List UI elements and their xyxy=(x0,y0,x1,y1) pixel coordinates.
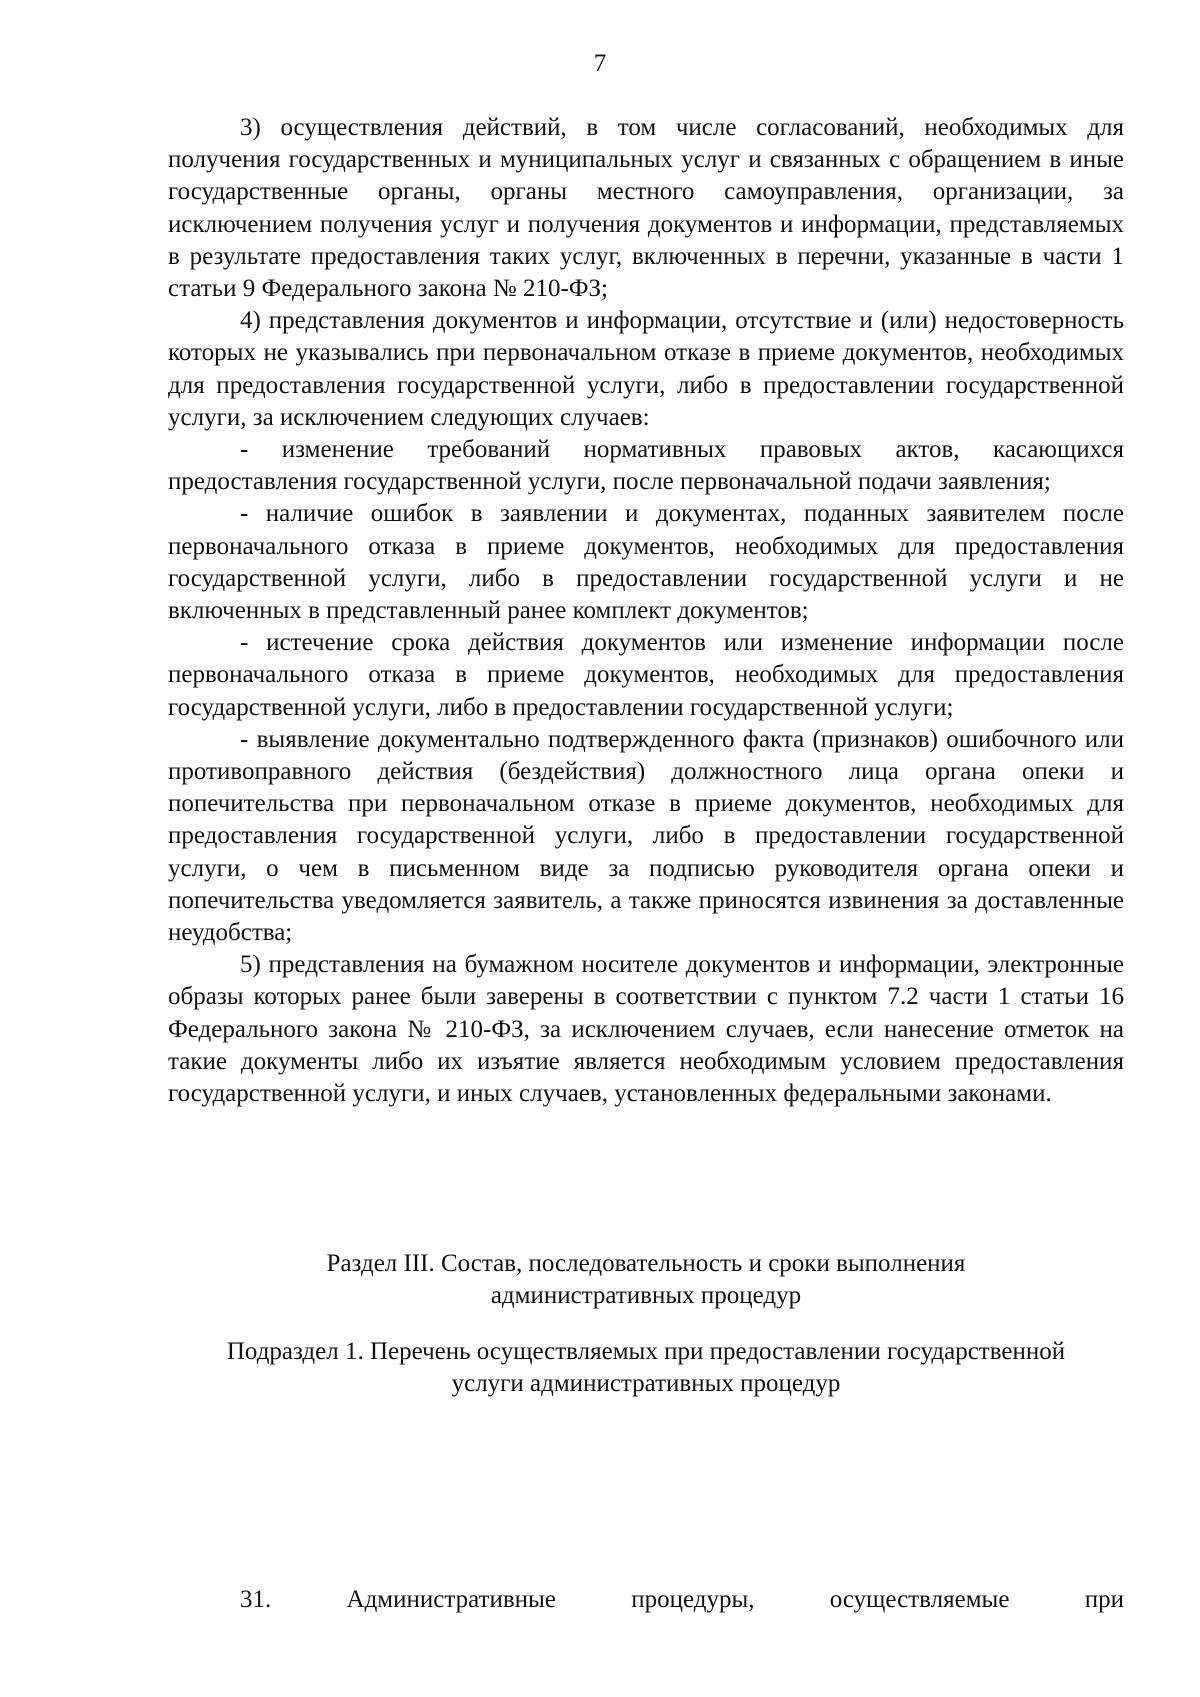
paragraph-bullet-requirements-change: - изменение требований нормативных правовых актов, касающихся предоставления государственной услуги, после первоначальной подачи заявления; xyxy=(168,436,1124,496)
paragraph-item-4: 4) представления документов и информации, отсутствие и (или) недостоверность которых не указывались при первоначальном отказе в приеме документов, необходимых для предоставления государственной услуги, либо в предоставлении государственной услуги, за исключением следующих случаев: xyxy=(168,307,1124,431)
section-heading xyxy=(168,1248,1124,1312)
paragraph-bullet-expiration: - истечение срока действия документов или изменение информации после первоначального отказа в приеме документов, необходимых для предоставления государственной услуги, либо в предоставлении государственной услуги; xyxy=(168,629,1124,721)
section-heading-line-1: Раздел III. Состав, последовательность и сроки выполнения xyxy=(326,1250,966,1277)
paragraph-31-start xyxy=(168,1584,1124,1616)
paragraph-item-5: 5) представления на бумажном носителе документов и информации, электронные образы которых ранее были заверены в соответствии с пунктом 7.2 части 1 статьи 16 Федерального закона № 210-ФЗ, за исключением случаев, если нанесение отметок на такие документы либо их изъятие является необходимым условием предоставления государственной услуги, и иных случаев, установленных федеральными законами. xyxy=(168,951,1124,1108)
subsection-heading xyxy=(168,1336,1124,1400)
subsection-heading-line-1: Подраздел 1. Перечень осуществляемых при предоставлении государственной xyxy=(226,1338,1066,1365)
body-text xyxy=(168,112,1124,1110)
paragraph-word: осуществляемые xyxy=(829,1586,1010,1613)
paragraph-item-3: 3) осуществления действий, в том числе согласований, необходимых для получения государственных и муниципальных услуг и связанных с обращением в иные государственные органы, органы местного самоуправления, организации, за исключением получения услуг и получения документов и информации, представляемых в результате предоставления таких услуг, включенных в перечни, указанные в части 1 статьи 9 Федерального закона № 210-ФЗ; xyxy=(168,114,1124,303)
paragraph-word: Административные xyxy=(346,1586,556,1613)
section-heading-line-2: административных процедур xyxy=(490,1282,802,1309)
paragraph-bullet-errors: - наличие ошибок в заявлении и документах, поданных заявителем после первоначального отказа в приеме документов, необходимых для предоставления государственной услуги, либо в предоставлении государственной услуги и не включенных в представленный ранее комплект документов; xyxy=(168,500,1124,625)
page-number: 7 xyxy=(593,50,607,77)
paragraph-word: процедуры, xyxy=(631,1586,755,1613)
paragraph-bullet-official-error: - выявление документально подтвержденного факта (признаков) ошибочного или противоправного действия (бездействия) должностного лица органа опеки и попечительства при первоначальном отказе в приеме документов, необходимых для предоставления государственной услуги, либо в предоставлении государственной услуги, о чем в письменном виде за подписью руководителя органа опеки и попечительства уведомляется заявитель, а также приносятся извинения за доставленные неудобства; xyxy=(168,725,1124,947)
paragraph-word: при xyxy=(1084,1586,1124,1613)
paragraph-number: 31. xyxy=(240,1586,272,1613)
subsection-heading-line-2: услуги административных процедур xyxy=(451,1370,841,1397)
